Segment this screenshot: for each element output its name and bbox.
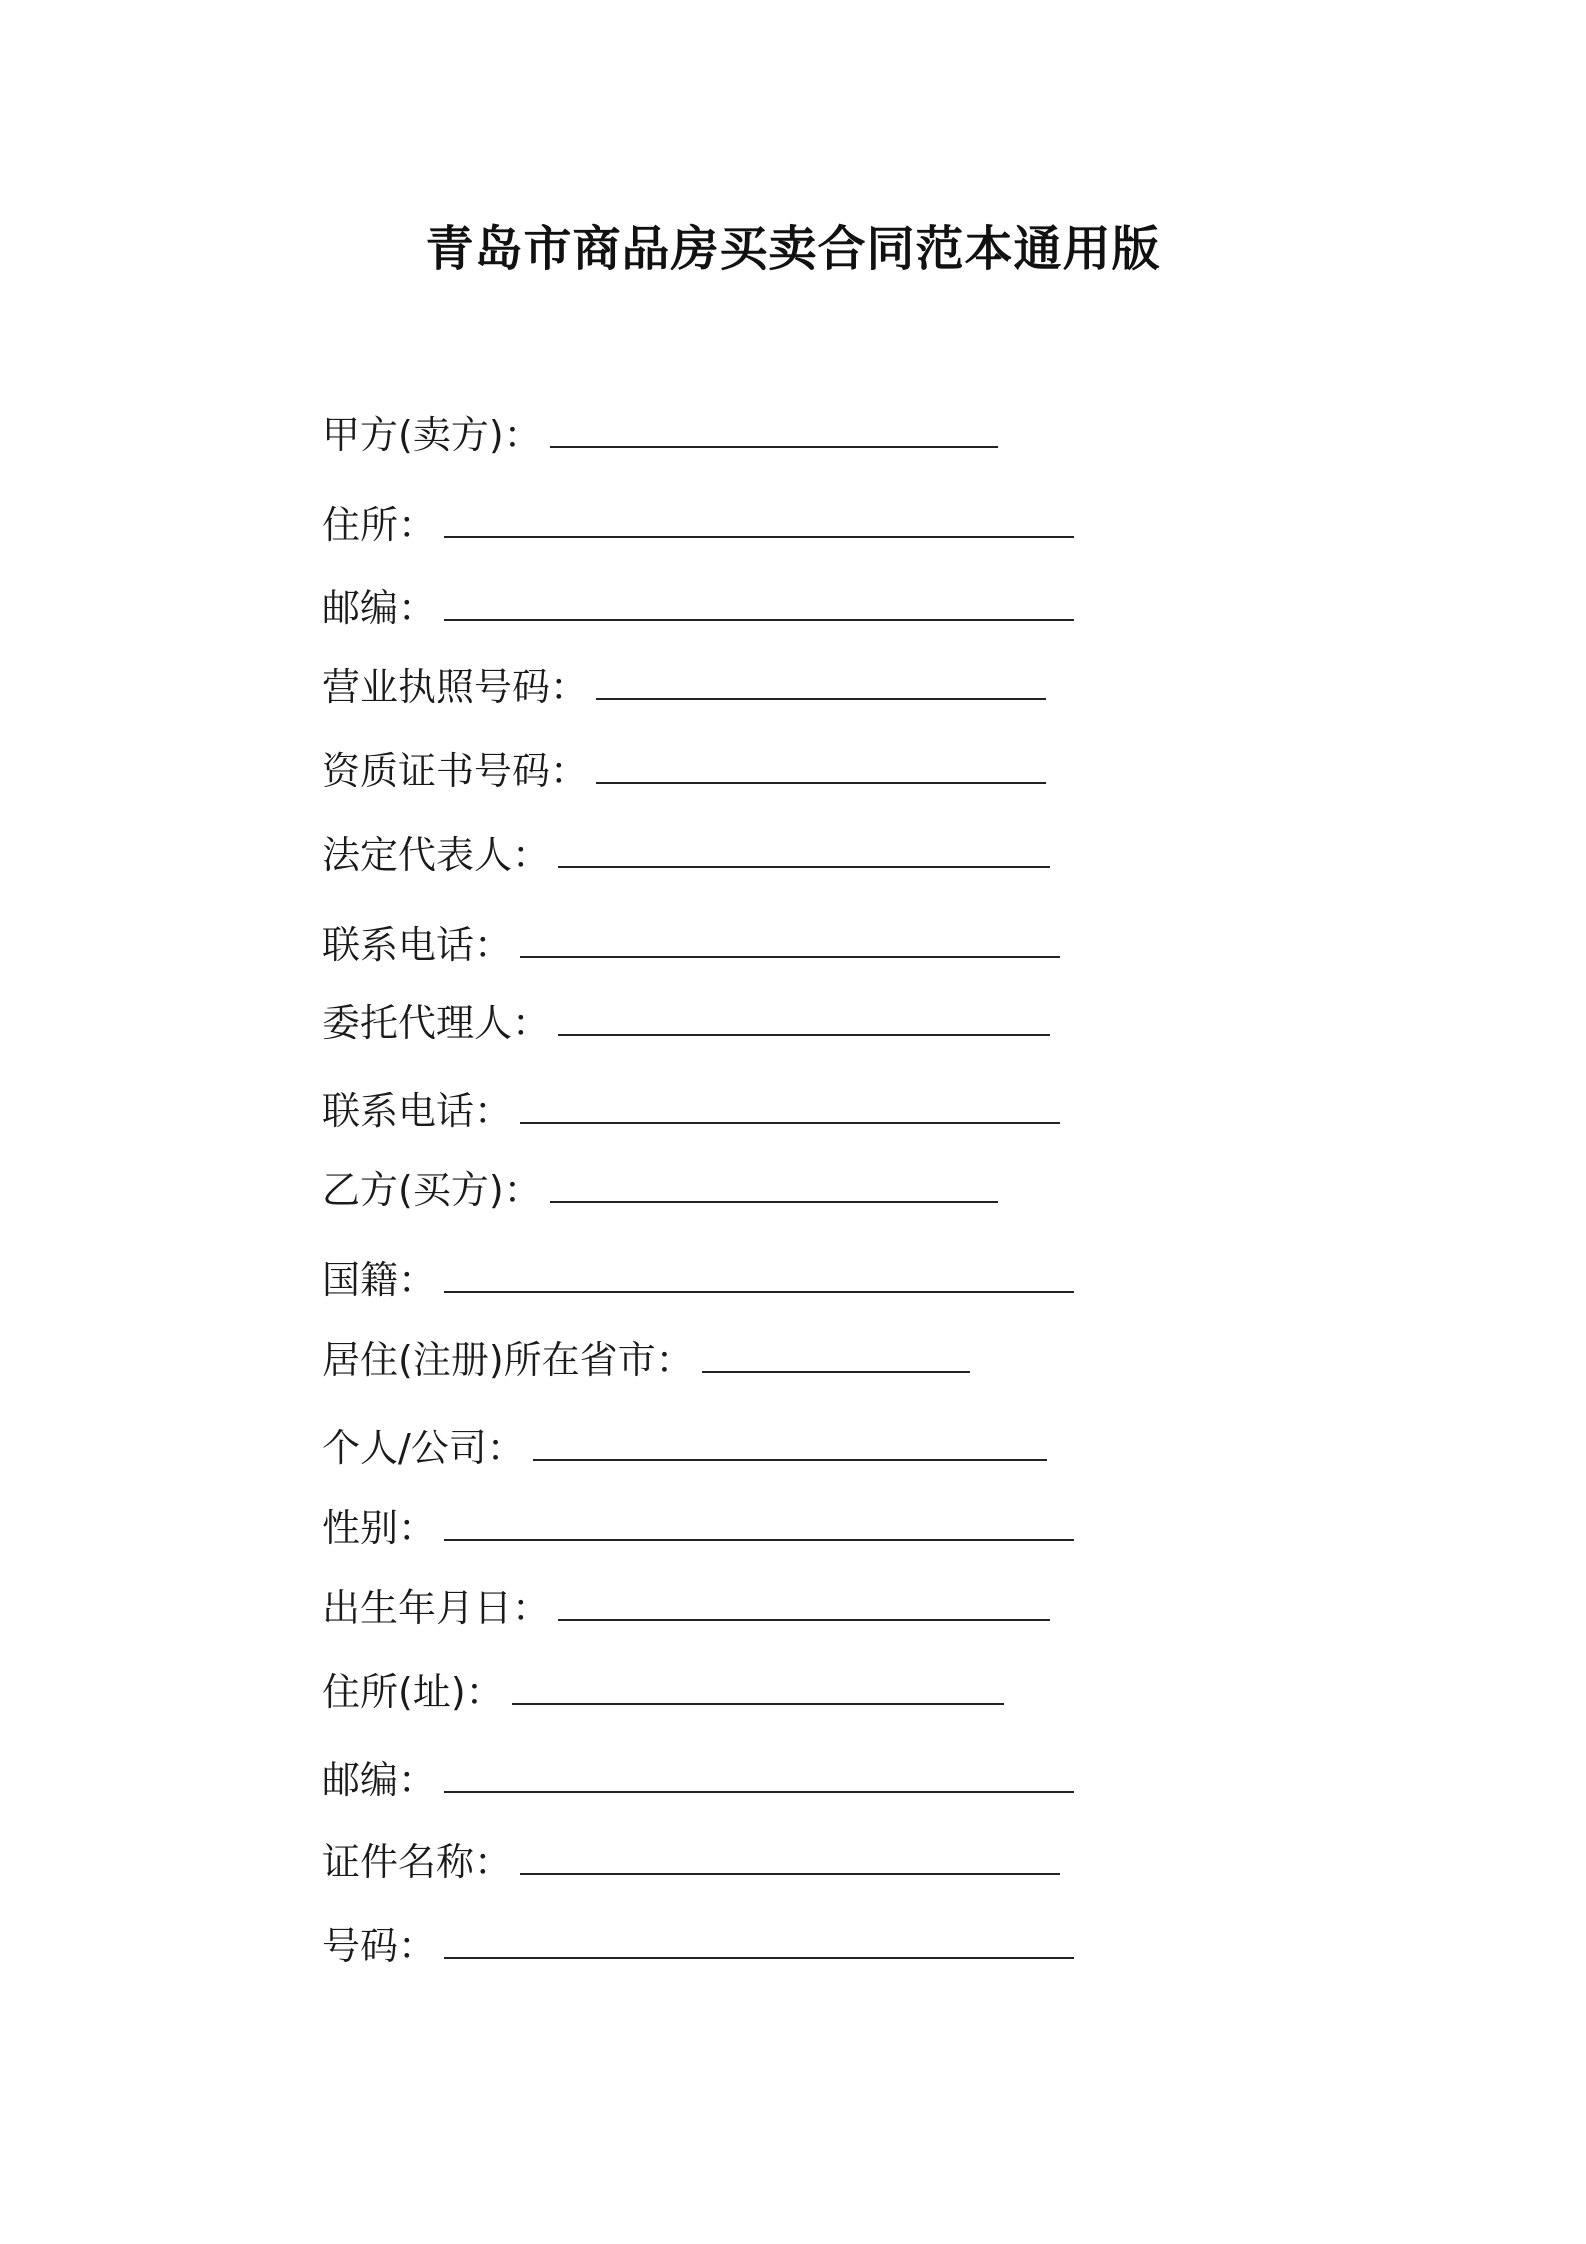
- fill-in-blank[interactable]: [550, 422, 998, 448]
- document-title: 青岛市商品房买卖合同范本通用版: [425, 221, 1161, 277]
- field-seller-phone: [322, 915, 1060, 975]
- field-label: 住所(址)：: [322, 1670, 504, 1714]
- fill-in-blank[interactable]: [520, 932, 1060, 958]
- field-seller-address: [322, 495, 1074, 555]
- field-label: 联系电话：: [322, 1089, 513, 1133]
- field-nationality: [322, 1250, 1074, 1310]
- field-label: 邮编：: [322, 1758, 437, 1802]
- field-buyer-postcode: [322, 1750, 1074, 1810]
- fill-in-blank[interactable]: [702, 1347, 970, 1373]
- field-id-document-type: [322, 1832, 1060, 1892]
- field-label: 个人/公司：: [322, 1426, 525, 1470]
- field-label: 出生年月日：: [322, 1586, 551, 1630]
- field-id-number: [322, 1916, 1074, 1976]
- field-label: 国籍：: [322, 1258, 437, 1302]
- field-business-license: [322, 657, 1046, 717]
- field-label: 资质证书号码：: [322, 749, 589, 793]
- fill-in-blank[interactable]: [558, 1010, 1050, 1036]
- field-label: 乙方(买方)：: [322, 1168, 542, 1212]
- fill-in-blank[interactable]: [444, 1933, 1074, 1959]
- field-label: 邮编：: [322, 586, 437, 630]
- fill-in-blank[interactable]: [444, 1767, 1074, 1793]
- field-label: 居住(注册)所在省市：: [322, 1338, 694, 1382]
- field-buyer: [322, 1160, 998, 1220]
- fill-in-blank[interactable]: [520, 1849, 1060, 1875]
- field-legal-representative: [322, 825, 1050, 885]
- field-birth-date: [322, 1578, 1050, 1638]
- fill-in-blank[interactable]: [558, 842, 1050, 868]
- fill-in-blank[interactable]: [558, 1595, 1050, 1621]
- fill-in-blank[interactable]: [520, 1098, 1060, 1124]
- field-authorized-agent: [322, 993, 1050, 1053]
- field-label: 联系电话：: [322, 923, 513, 967]
- fill-in-blank[interactable]: [550, 1177, 998, 1203]
- field-buyer-address: [322, 1662, 1004, 1722]
- field-label: 甲方(卖方)：: [322, 413, 542, 457]
- field-agent-phone: [322, 1081, 1060, 1141]
- field-seller: [322, 405, 998, 465]
- field-qualification-cert: [322, 741, 1046, 801]
- fill-in-blank[interactable]: [444, 1267, 1074, 1293]
- field-label: 号码：: [322, 1924, 437, 1968]
- fill-in-blank[interactable]: [533, 1435, 1047, 1461]
- field-individual-company: [322, 1418, 1047, 1478]
- fill-in-blank[interactable]: [444, 512, 1074, 538]
- field-label: 证件名称：: [322, 1840, 513, 1884]
- field-label: 法定代表人：: [322, 833, 551, 877]
- field-gender: [322, 1498, 1074, 1558]
- field-seller-postcode: [322, 578, 1074, 638]
- field-residence-province: [322, 1330, 970, 1390]
- field-label: 营业执照号码：: [322, 665, 589, 709]
- field-label: 委托代理人：: [322, 1001, 551, 1045]
- field-label: 性别：: [322, 1506, 437, 1550]
- field-label: 住所：: [322, 503, 437, 547]
- fill-in-blank[interactable]: [512, 1679, 1004, 1705]
- fill-in-blank[interactable]: [596, 758, 1046, 784]
- fill-in-blank[interactable]: [444, 595, 1074, 621]
- fill-in-blank[interactable]: [596, 674, 1046, 700]
- fill-in-blank[interactable]: [444, 1515, 1074, 1541]
